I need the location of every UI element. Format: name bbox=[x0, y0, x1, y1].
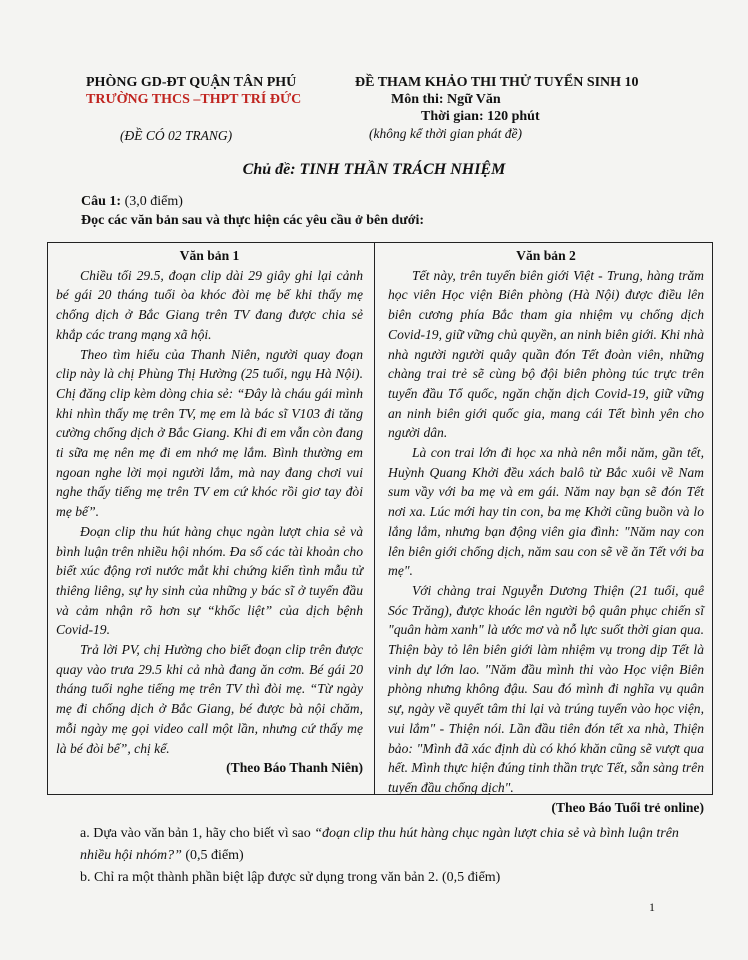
text-2-paragraph: Tết này, trên tuyến biên giới Việt - Trung, hàng trăm học viên Học viện Biên phòng (Hà Nội) được điều lên biên cương phía Bắc tham gia nhiệm vụ chống dịch Covid-19, giữ vững chủ quyền, an ninh biên giới. Khi nhà nhà người người quây quần đón Tết đoàn viên, những chàng trai trẻ sẽ cùng bộ đội biên phòng túc trực trên tuyến đầu Tổ quốc, ngăn chặn dịch Covid-19, giữ vững an ninh biên giới quốc gia, mang cái Tết bình yên cho người dân. bbox=[388, 267, 704, 441]
text-1-paragraph: Trả lời PV, chị Hường cho biết đoạn clip trên được quay vào trưa 29.5 khi cả nhà đang ăn cơm. Bé gái 20 tháng tuổi nghe tiếng mẹ trên TV thì đòi mẹ. “Từ ngày mẹ đi chống dịch ở Bắc Giang, bé được bà nội chăm, mỗi ngày mẹ gọi video call một lần, nhưng cứ thấy mẹ là bé đòi bế”, chị kể. bbox=[56, 642, 363, 756]
text-2-paragraph: Là con trai lớn đi học xa nhà nên mỗi năm, gần tết, Huỳnh Quang Khởi đều xách balô từ Bắc xuôi về Nam sum vầy với ba mẹ và em gái. Năm nay bạn sẽ đón Tết nơi xa. Lúc mới hay tin con, ba mẹ Khởi cũng buồn và lo lắng lắm, nhưng bạn động viên gia đình: "Năm nay con lên biên giới chống dịch, năm sau con sẽ về ăn Tết với ba mẹ". bbox=[388, 445, 704, 579]
question-instruction: Đọc các văn bản sau và thực hiện các yêu cầu ở bên dưới: bbox=[81, 213, 425, 228]
exam-title: ĐỀ THAM KHẢO THI THỬ TUYỂN SINH 10 bbox=[355, 75, 639, 90]
text-1-title: Văn bản 1 bbox=[179, 248, 240, 263]
task-a bbox=[80, 823, 700, 867]
text-1-paragraph: Chiều tối 29.5, đoạn clip dài 29 giây ghi lại cảnh bé gái 20 tháng tuổi òa khóc đòi mẹ bế khi thấy mẹ chống dịch ở Bắc Giang trên TV đang được chia sẻ khắp các trang mạng xã hội. bbox=[56, 267, 363, 342]
header-left bbox=[86, 74, 301, 144]
text-1-column bbox=[56, 246, 363, 778]
question-points: (3,0 điểm) bbox=[124, 194, 183, 209]
column-divider bbox=[374, 243, 375, 794]
text-1-paragraph: Theo tìm hiểu của Thanh Niên, người quay đoạn clip này là chị Phùng Thị Hường (25 tuổi, ngụ Hà Nội). Chị đăng clip kèm dòng chia sẻ: “Đây là cháu gái mình khi nhìn thấy mẹ trên TV, mẹ em là bác sĩ V103 đi tăng cường chống dịch ở Bắc Giang. Khi đi em vẫn còn đang ti sữa mẹ nên mẹ đi em nhớ mẹ lắm. Bình thường em ngoan nghe lời mọi người lắm, mà nay đang chơi vui nghe thấy tiếng mẹ trên TV em cứ khóc rồi giơ tay đòi mẹ bế”. bbox=[56, 346, 363, 520]
task-a-points: (0,5 điểm) bbox=[181, 848, 244, 863]
text-2-source: (Theo Báo Tuổi trẻ online) bbox=[551, 799, 704, 815]
text-1-paragraph: Đoạn clip thu hút hàng chục ngàn lượt chia sẻ và bình luận trên nhiều hội nhóm. Đa số các tài khoản cho biết xúc động rơi nước mắt khi chứng kiến tình mẫu tử thiêng liêng, sự hy sinh của những y bác sĩ ở tuyến đầu và cảm nhận rõ hơn sự “khốc liệt” của dịch bệnh Covid-19. bbox=[56, 523, 363, 638]
reading-texts-table bbox=[47, 242, 713, 815]
task-a-prefix: a. Dựa vào văn bản 1, hãy cho biết vì sao bbox=[80, 826, 315, 841]
text-2-paragraph: Với chàng trai Nguyễn Dương Thiện (21 tuổi, quê Sóc Trăng), được khoác lên người bộ quân phục chiến sĩ "quân hàm xanh" là ước mơ và nỗ lực suốt thời gian qua. Thiện bày tỏ lên biên giới làm nhiệm vụ trong dịp Tết là vinh dự lớn lao. "Năm đầu mình thi vào Học viện Biên phòng nhưng không đậu. Sau đó mình đi nghĩa vụ quân sự, ngày về quyết tâm thi lại và trúng tuyển vào học viện, vui lắm" - Thiện nói. Lần đầu tiên đón tết xa nhà, Thiện bảo: "Mình đã xác định dù có khó khăn cũng sẽ vượt qua hết. Mình thực hiện đúng tinh thần trực Tết, sẵn sàng trên tuyến đầu chống dịch". bbox=[388, 582, 704, 795]
question-1 bbox=[81, 192, 424, 230]
page-number: 1 bbox=[649, 900, 655, 914]
task-a-quote: “đoạn clip thu hút hàng chục ngàn lượt chia sẻ và bình luận trên nhiều hội nhóm?” bbox=[80, 826, 679, 863]
topic-heading: Chủ đề: TINH THẦN TRÁCH NHIỆM bbox=[242, 161, 506, 178]
exam-subject: Môn thi: Ngữ Văn bbox=[391, 92, 501, 107]
header-right bbox=[355, 74, 639, 142]
school-name: TRƯỜNG THCS –THPT TRÍ ĐỨC bbox=[86, 92, 302, 107]
pages-note: (ĐỀ CÓ 02 TRANG) bbox=[120, 128, 233, 143]
text-1-source: (Theo Báo Thanh Niên) bbox=[226, 760, 363, 776]
text-2-column bbox=[388, 246, 704, 817]
exam-duration: Thời gian: 120 phút bbox=[421, 109, 540, 124]
task-b: b. Chỉ ra một thành phần biệt lập được sử dụng trong văn bản 2. (0,5 điểm) bbox=[80, 870, 501, 885]
question-tasks bbox=[80, 823, 700, 889]
text-2-title: Văn bản 2 bbox=[516, 248, 576, 263]
duration-note: (không kể thời gian phát đề) bbox=[369, 126, 523, 141]
question-label: Câu 1: bbox=[81, 194, 122, 209]
department-name: PHÒNG GD-ĐT QUẬN TÂN PHÚ bbox=[86, 75, 297, 90]
